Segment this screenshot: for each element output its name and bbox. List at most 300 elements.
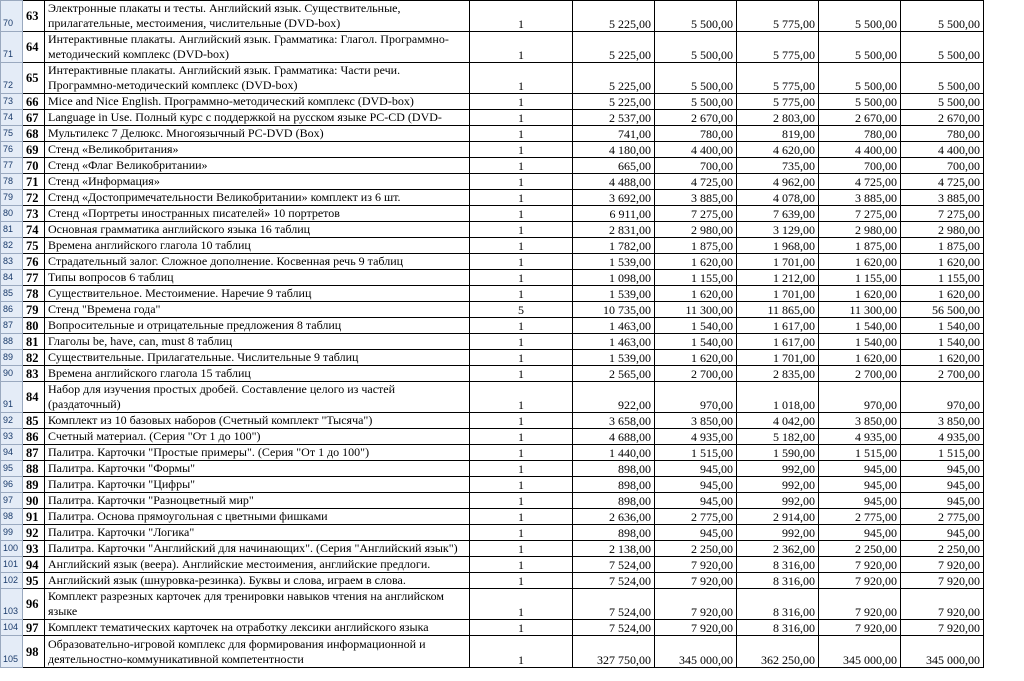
cell-price-4[interactable]: 780,00 xyxy=(819,126,901,142)
cell-item-title[interactable]: Основная грамматика английского языка 16 таблиц xyxy=(45,222,470,238)
cell-total[interactable]: 970,00 xyxy=(901,382,984,413)
cell-quantity[interactable]: 1 xyxy=(470,445,573,461)
cell-price-4[interactable]: 5 500,00 xyxy=(819,32,901,63)
row-header[interactable]: 92 xyxy=(1,413,23,429)
cell-price-2[interactable]: 7 920,00 xyxy=(655,557,737,573)
cell-price-3[interactable]: 5 775,00 xyxy=(737,63,819,94)
cell-price-1[interactable]: 3 658,00 xyxy=(573,413,655,429)
cell-price-3[interactable]: 362 250,00 xyxy=(737,636,819,668)
cell-total[interactable]: 7 920,00 xyxy=(901,589,984,620)
cell-item-number[interactable]: 69 xyxy=(23,142,45,158)
cell-total[interactable]: 345 000,00 xyxy=(901,636,984,668)
cell-price-3[interactable]: 8 316,00 xyxy=(737,589,819,620)
cell-price-2[interactable]: 2 250,00 xyxy=(655,541,737,557)
cell-price-1[interactable]: 1 440,00 xyxy=(573,445,655,461)
cell-item-title[interactable]: Палитра. Карточки "Простые примеры". (Серия "От 1 до 100") xyxy=(45,445,470,461)
cell-price-3[interactable]: 1 590,00 xyxy=(737,445,819,461)
row-header[interactable]: 78 xyxy=(1,174,23,190)
cell-item-title[interactable]: Стенд «Великобритания» xyxy=(45,142,470,158)
cell-price-4[interactable]: 7 920,00 xyxy=(819,573,901,589)
cell-price-2[interactable]: 5 500,00 xyxy=(655,63,737,94)
cell-item-title[interactable]: Комплект из 10 базовых наборов (Счетный комплект "Тысяча") xyxy=(45,413,470,429)
cell-item-title[interactable]: Счетный материал. (Серия "От 1 до 100") xyxy=(45,429,470,445)
cell-quantity[interactable]: 1 xyxy=(470,254,573,270)
cell-price-4[interactable]: 1 540,00 xyxy=(819,334,901,350)
row-header[interactable]: 71 xyxy=(1,32,23,63)
cell-price-4[interactable]: 2 980,00 xyxy=(819,222,901,238)
cell-price-3[interactable]: 1 968,00 xyxy=(737,238,819,254)
row-header[interactable]: 94 xyxy=(1,445,23,461)
cell-quantity[interactable]: 1 xyxy=(470,589,573,620)
cell-price-2[interactable]: 5 500,00 xyxy=(655,1,737,32)
cell-item-number[interactable]: 78 xyxy=(23,286,45,302)
cell-price-1[interactable]: 922,00 xyxy=(573,382,655,413)
cell-total[interactable]: 1 155,00 xyxy=(901,270,984,286)
cell-item-number[interactable]: 98 xyxy=(23,636,45,668)
cell-item-number[interactable]: 64 xyxy=(23,32,45,63)
cell-price-2[interactable]: 7 920,00 xyxy=(655,573,737,589)
cell-price-1[interactable]: 1 782,00 xyxy=(573,238,655,254)
cell-item-number[interactable]: 82 xyxy=(23,350,45,366)
cell-quantity[interactable]: 1 xyxy=(470,429,573,445)
cell-item-number[interactable]: 71 xyxy=(23,174,45,190)
cell-price-3[interactable]: 7 639,00 xyxy=(737,206,819,222)
cell-item-number[interactable]: 73 xyxy=(23,206,45,222)
cell-quantity[interactable]: 1 xyxy=(470,158,573,174)
row-header[interactable]: 79 xyxy=(1,190,23,206)
cell-price-4[interactable]: 945,00 xyxy=(819,525,901,541)
cell-price-4[interactable]: 7 920,00 xyxy=(819,589,901,620)
cell-item-title[interactable]: Английский язык (шнуровка-резинка). Буквы и слова, играем в слова. xyxy=(45,573,470,589)
cell-price-2[interactable]: 345 000,00 xyxy=(655,636,737,668)
cell-price-2[interactable]: 1 540,00 xyxy=(655,334,737,350)
cell-price-1[interactable]: 1 098,00 xyxy=(573,270,655,286)
cell-quantity[interactable]: 1 xyxy=(470,525,573,541)
cell-total[interactable]: 4 935,00 xyxy=(901,429,984,445)
row-header[interactable]: 91 xyxy=(1,382,23,413)
cell-item-title[interactable]: Английский язык (веера). Английские местоимения, английские предлоги. xyxy=(45,557,470,573)
cell-item-title[interactable]: Стенд «Портреты иностранных писателей» 10 портретов xyxy=(45,206,470,222)
cell-price-4[interactable]: 5 500,00 xyxy=(819,94,901,110)
cell-price-1[interactable]: 2 565,00 xyxy=(573,366,655,382)
cell-price-2[interactable]: 1 540,00 xyxy=(655,318,737,334)
cell-price-4[interactable]: 3 850,00 xyxy=(819,413,901,429)
cell-item-number[interactable]: 86 xyxy=(23,429,45,445)
cell-item-title[interactable]: Палитра. Карточки "Логика" xyxy=(45,525,470,541)
cell-item-title[interactable]: Стенд «Флаг Великобритании» xyxy=(45,158,470,174)
cell-price-2[interactable]: 1 875,00 xyxy=(655,238,737,254)
cell-item-number[interactable]: 66 xyxy=(23,94,45,110)
cell-quantity[interactable]: 1 xyxy=(470,63,573,94)
cell-price-3[interactable]: 3 129,00 xyxy=(737,222,819,238)
cell-quantity[interactable]: 1 xyxy=(470,190,573,206)
cell-item-title[interactable]: Палитра. Карточки "Английский для начинающих". (Серия "Английский язык") xyxy=(45,541,470,557)
cell-total[interactable]: 5 500,00 xyxy=(901,1,984,32)
cell-item-title[interactable]: Вопросительные и отрицательные предложения 8 таблиц xyxy=(45,318,470,334)
row-header[interactable]: 93 xyxy=(1,429,23,445)
cell-price-4[interactable]: 4 935,00 xyxy=(819,429,901,445)
cell-price-2[interactable]: 700,00 xyxy=(655,158,737,174)
cell-item-number[interactable]: 97 xyxy=(23,620,45,636)
cell-quantity[interactable]: 1 xyxy=(470,126,573,142)
cell-price-3[interactable]: 5 775,00 xyxy=(737,1,819,32)
cell-item-number[interactable]: 76 xyxy=(23,254,45,270)
row-header[interactable]: 82 xyxy=(1,238,23,254)
cell-price-2[interactable]: 1 620,00 xyxy=(655,254,737,270)
cell-price-3[interactable]: 4 042,00 xyxy=(737,413,819,429)
row-header[interactable]: 86 xyxy=(1,302,23,318)
cell-total[interactable]: 945,00 xyxy=(901,493,984,509)
cell-price-2[interactable]: 5 500,00 xyxy=(655,32,737,63)
cell-item-title[interactable]: Language in Use. Полный курс с поддержкой на русском языке PC-CD (DVD- xyxy=(45,110,470,126)
cell-price-2[interactable]: 2 775,00 xyxy=(655,509,737,525)
cell-total[interactable]: 1 875,00 xyxy=(901,238,984,254)
cell-price-3[interactable]: 5 775,00 xyxy=(737,94,819,110)
cell-item-title[interactable]: Палитра. Основа прямоугольная с цветными фишками xyxy=(45,509,470,525)
cell-price-4[interactable]: 5 500,00 xyxy=(819,63,901,94)
cell-item-number[interactable]: 90 xyxy=(23,493,45,509)
cell-item-number[interactable]: 72 xyxy=(23,190,45,206)
cell-price-1[interactable]: 1 463,00 xyxy=(573,334,655,350)
cell-price-4[interactable]: 1 155,00 xyxy=(819,270,901,286)
cell-price-1[interactable]: 741,00 xyxy=(573,126,655,142)
cell-quantity[interactable]: 1 xyxy=(470,32,573,63)
row-header[interactable]: 77 xyxy=(1,158,23,174)
cell-item-number[interactable]: 63 xyxy=(23,1,45,32)
cell-price-1[interactable]: 7 524,00 xyxy=(573,589,655,620)
cell-item-title[interactable]: Страдательный залог. Сложное дополнение. Косвенная речь 9 таблиц xyxy=(45,254,470,270)
cell-price-4[interactable]: 945,00 xyxy=(819,461,901,477)
cell-total[interactable]: 1 620,00 xyxy=(901,350,984,366)
cell-price-4[interactable]: 970,00 xyxy=(819,382,901,413)
cell-quantity[interactable]: 1 xyxy=(470,238,573,254)
cell-price-2[interactable]: 2 670,00 xyxy=(655,110,737,126)
cell-price-1[interactable]: 898,00 xyxy=(573,493,655,509)
cell-price-4[interactable]: 2 670,00 xyxy=(819,110,901,126)
cell-price-3[interactable]: 2 362,00 xyxy=(737,541,819,557)
cell-total[interactable]: 5 500,00 xyxy=(901,63,984,94)
cell-price-1[interactable]: 1 539,00 xyxy=(573,254,655,270)
cell-price-2[interactable]: 1 515,00 xyxy=(655,445,737,461)
cell-quantity[interactable]: 1 xyxy=(470,1,573,32)
cell-quantity[interactable]: 1 xyxy=(470,222,573,238)
cell-item-number[interactable]: 94 xyxy=(23,557,45,573)
cell-quantity[interactable]: 1 xyxy=(470,270,573,286)
cell-item-number[interactable]: 80 xyxy=(23,318,45,334)
cell-price-2[interactable]: 970,00 xyxy=(655,382,737,413)
cell-price-3[interactable]: 5 775,00 xyxy=(737,32,819,63)
row-header[interactable]: 102 xyxy=(1,573,23,589)
cell-price-4[interactable]: 345 000,00 xyxy=(819,636,901,668)
cell-price-2[interactable]: 2 700,00 xyxy=(655,366,737,382)
cell-item-title[interactable]: Интерактивные плакаты. Английский язык. Грамматика: Глагол. Программно-методический комплекс (DVD-box) xyxy=(45,32,470,63)
cell-price-2[interactable]: 7 920,00 xyxy=(655,589,737,620)
cell-price-2[interactable]: 7 275,00 xyxy=(655,206,737,222)
cell-price-4[interactable]: 1 875,00 xyxy=(819,238,901,254)
cell-total[interactable]: 3 850,00 xyxy=(901,413,984,429)
cell-price-1[interactable]: 3 692,00 xyxy=(573,190,655,206)
cell-price-4[interactable]: 1 540,00 xyxy=(819,318,901,334)
row-header[interactable]: 85 xyxy=(1,286,23,302)
cell-total[interactable]: 1 620,00 xyxy=(901,254,984,270)
cell-item-title[interactable]: Стенд «Достопримечательности Великобритании» комплект из 6 шт. xyxy=(45,190,470,206)
cell-total[interactable]: 7 275,00 xyxy=(901,206,984,222)
cell-item-title[interactable]: Палитра. Карточки "Формы" xyxy=(45,461,470,477)
cell-total[interactable]: 2 670,00 xyxy=(901,110,984,126)
cell-total[interactable]: 1 515,00 xyxy=(901,445,984,461)
cell-price-2[interactable]: 945,00 xyxy=(655,461,737,477)
cell-quantity[interactable]: 1 xyxy=(470,509,573,525)
cell-price-3[interactable]: 8 316,00 xyxy=(737,573,819,589)
row-header[interactable]: 96 xyxy=(1,477,23,493)
row-header[interactable]: 81 xyxy=(1,222,23,238)
row-header[interactable]: 80 xyxy=(1,206,23,222)
cell-price-2[interactable]: 945,00 xyxy=(655,477,737,493)
cell-price-3[interactable]: 4 962,00 xyxy=(737,174,819,190)
cell-price-2[interactable]: 3 850,00 xyxy=(655,413,737,429)
cell-quantity[interactable]: 1 xyxy=(470,557,573,573)
cell-item-title[interactable]: Существительное. Местоимение. Наречие 9 таблиц xyxy=(45,286,470,302)
cell-price-1[interactable]: 1 463,00 xyxy=(573,318,655,334)
cell-quantity[interactable]: 1 xyxy=(470,142,573,158)
row-header[interactable]: 87 xyxy=(1,318,23,334)
cell-price-4[interactable]: 4 400,00 xyxy=(819,142,901,158)
cell-quantity[interactable]: 1 xyxy=(470,318,573,334)
cell-quantity[interactable]: 5 xyxy=(470,302,573,318)
cell-price-3[interactable]: 992,00 xyxy=(737,525,819,541)
cell-item-title[interactable]: Палитра. Карточки "Цифры" xyxy=(45,477,470,493)
cell-total[interactable]: 700,00 xyxy=(901,158,984,174)
cell-price-4[interactable]: 2 700,00 xyxy=(819,366,901,382)
cell-price-3[interactable]: 1 617,00 xyxy=(737,334,819,350)
row-header[interactable]: 103 xyxy=(1,589,23,620)
row-header[interactable]: 101 xyxy=(1,557,23,573)
cell-price-4[interactable]: 1 620,00 xyxy=(819,254,901,270)
cell-item-number[interactable]: 65 xyxy=(23,63,45,94)
cell-price-2[interactable]: 1 620,00 xyxy=(655,286,737,302)
cell-price-2[interactable]: 1 155,00 xyxy=(655,270,737,286)
cell-price-3[interactable]: 8 316,00 xyxy=(737,620,819,636)
row-header[interactable]: 73 xyxy=(1,94,23,110)
cell-item-number[interactable]: 85 xyxy=(23,413,45,429)
cell-total[interactable]: 56 500,00 xyxy=(901,302,984,318)
cell-item-number[interactable]: 74 xyxy=(23,222,45,238)
cell-price-1[interactable]: 4 488,00 xyxy=(573,174,655,190)
row-header[interactable]: 99 xyxy=(1,525,23,541)
cell-item-title[interactable]: Набор для изучения простых дробей. Составление целого из частей (раздаточный) xyxy=(45,382,470,413)
cell-price-1[interactable]: 5 225,00 xyxy=(573,32,655,63)
cell-price-3[interactable]: 1 617,00 xyxy=(737,318,819,334)
cell-price-1[interactable]: 665,00 xyxy=(573,158,655,174)
cell-price-4[interactable]: 2 250,00 xyxy=(819,541,901,557)
cell-quantity[interactable]: 1 xyxy=(470,541,573,557)
cell-item-number[interactable]: 84 xyxy=(23,382,45,413)
cell-quantity[interactable]: 1 xyxy=(470,461,573,477)
cell-price-1[interactable]: 7 524,00 xyxy=(573,620,655,636)
cell-price-2[interactable]: 4 725,00 xyxy=(655,174,737,190)
row-header[interactable]: 72 xyxy=(1,63,23,94)
row-header[interactable]: 70 xyxy=(1,1,23,32)
cell-item-title[interactable]: Электронные плакаты и тесты. Английский язык. Существительные, прилагательные, местоимения, числительные (DVD-box) xyxy=(45,1,470,32)
cell-price-1[interactable]: 327 750,00 xyxy=(573,636,655,668)
cell-price-2[interactable]: 945,00 xyxy=(655,525,737,541)
cell-price-3[interactable]: 4 620,00 xyxy=(737,142,819,158)
cell-price-2[interactable]: 1 620,00 xyxy=(655,350,737,366)
cell-price-1[interactable]: 5 225,00 xyxy=(573,1,655,32)
cell-item-number[interactable]: 91 xyxy=(23,509,45,525)
cell-price-4[interactable]: 2 775,00 xyxy=(819,509,901,525)
row-header[interactable]: 74 xyxy=(1,110,23,126)
cell-item-title[interactable]: Комплект разрезных карточек для тренировки навыков чтения на английском языке xyxy=(45,589,470,620)
cell-item-number[interactable]: 92 xyxy=(23,525,45,541)
cell-item-number[interactable]: 96 xyxy=(23,589,45,620)
cell-price-4[interactable]: 1 620,00 xyxy=(819,350,901,366)
cell-total[interactable]: 5 500,00 xyxy=(901,32,984,63)
cell-total[interactable]: 945,00 xyxy=(901,525,984,541)
cell-item-number[interactable]: 68 xyxy=(23,126,45,142)
cell-item-number[interactable]: 93 xyxy=(23,541,45,557)
cell-total[interactable]: 1 620,00 xyxy=(901,286,984,302)
cell-price-3[interactable]: 5 182,00 xyxy=(737,429,819,445)
cell-price-2[interactable]: 7 920,00 xyxy=(655,620,737,636)
cell-total[interactable]: 945,00 xyxy=(901,461,984,477)
cell-item-number[interactable]: 81 xyxy=(23,334,45,350)
cell-price-2[interactable]: 11 300,00 xyxy=(655,302,737,318)
cell-total[interactable]: 7 920,00 xyxy=(901,557,984,573)
cell-item-number[interactable]: 89 xyxy=(23,477,45,493)
cell-quantity[interactable]: 1 xyxy=(470,366,573,382)
cell-price-3[interactable]: 8 316,00 xyxy=(737,557,819,573)
cell-total[interactable]: 2 775,00 xyxy=(901,509,984,525)
cell-price-4[interactable]: 1 515,00 xyxy=(819,445,901,461)
cell-price-3[interactable]: 992,00 xyxy=(737,461,819,477)
cell-item-title[interactable]: Mice and Nice English. Программно-методический комплекс (DVD-box) xyxy=(45,94,470,110)
cell-price-4[interactable]: 3 885,00 xyxy=(819,190,901,206)
cell-price-3[interactable]: 1 018,00 xyxy=(737,382,819,413)
cell-quantity[interactable]: 1 xyxy=(470,110,573,126)
cell-total[interactable]: 2 250,00 xyxy=(901,541,984,557)
cell-total[interactable]: 780,00 xyxy=(901,126,984,142)
cell-price-3[interactable]: 2 914,00 xyxy=(737,509,819,525)
row-header[interactable]: 104 xyxy=(1,620,23,636)
cell-price-1[interactable]: 2 537,00 xyxy=(573,110,655,126)
cell-price-2[interactable]: 2 980,00 xyxy=(655,222,737,238)
cell-price-4[interactable]: 7 920,00 xyxy=(819,620,901,636)
cell-price-1[interactable]: 6 911,00 xyxy=(573,206,655,222)
cell-price-1[interactable]: 898,00 xyxy=(573,461,655,477)
cell-quantity[interactable]: 1 xyxy=(470,382,573,413)
cell-price-1[interactable]: 1 539,00 xyxy=(573,286,655,302)
cell-price-1[interactable]: 4 180,00 xyxy=(573,142,655,158)
cell-item-title[interactable]: Образовательно-игровой комплекс для формирования информационной и деятельностно-коммуникативной компетентности xyxy=(45,636,470,668)
cell-item-title[interactable]: Существительные. Прилагательные. Числительные 9 таблиц xyxy=(45,350,470,366)
cell-price-4[interactable]: 7 920,00 xyxy=(819,557,901,573)
cell-price-3[interactable]: 735,00 xyxy=(737,158,819,174)
cell-total[interactable]: 1 540,00 xyxy=(901,318,984,334)
cell-total[interactable]: 4 725,00 xyxy=(901,174,984,190)
cell-item-title[interactable]: Времена английского глагола 10 таблиц xyxy=(45,238,470,254)
cell-item-number[interactable]: 75 xyxy=(23,238,45,254)
cell-quantity[interactable]: 1 xyxy=(470,174,573,190)
cell-price-1[interactable]: 2 636,00 xyxy=(573,509,655,525)
cell-item-title[interactable]: Типы вопросов 6 таблиц xyxy=(45,270,470,286)
cell-item-number[interactable]: 87 xyxy=(23,445,45,461)
cell-price-1[interactable]: 898,00 xyxy=(573,525,655,541)
row-header[interactable]: 98 xyxy=(1,509,23,525)
row-header[interactable]: 90 xyxy=(1,366,23,382)
cell-price-3[interactable]: 992,00 xyxy=(737,493,819,509)
cell-quantity[interactable]: 1 xyxy=(470,286,573,302)
row-header[interactable]: 105 xyxy=(1,636,23,668)
cell-price-3[interactable]: 992,00 xyxy=(737,477,819,493)
cell-price-3[interactable]: 1 701,00 xyxy=(737,350,819,366)
row-header[interactable]: 89 xyxy=(1,350,23,366)
cell-item-number[interactable]: 70 xyxy=(23,158,45,174)
cell-price-2[interactable]: 4 400,00 xyxy=(655,142,737,158)
cell-total[interactable]: 5 500,00 xyxy=(901,94,984,110)
cell-price-3[interactable]: 1 212,00 xyxy=(737,270,819,286)
row-header[interactable]: 75 xyxy=(1,126,23,142)
row-header[interactable]: 100 xyxy=(1,541,23,557)
cell-price-1[interactable]: 1 539,00 xyxy=(573,350,655,366)
cell-total[interactable]: 945,00 xyxy=(901,477,984,493)
cell-price-1[interactable]: 7 524,00 xyxy=(573,557,655,573)
cell-item-number[interactable]: 88 xyxy=(23,461,45,477)
cell-item-title[interactable]: Стенд «Информация» xyxy=(45,174,470,190)
cell-item-number[interactable]: 77 xyxy=(23,270,45,286)
cell-price-2[interactable]: 4 935,00 xyxy=(655,429,737,445)
cell-price-3[interactable]: 819,00 xyxy=(737,126,819,142)
cell-item-number[interactable]: 95 xyxy=(23,573,45,589)
cell-quantity[interactable]: 1 xyxy=(470,413,573,429)
row-header[interactable]: 95 xyxy=(1,461,23,477)
cell-price-4[interactable]: 4 725,00 xyxy=(819,174,901,190)
cell-quantity[interactable]: 1 xyxy=(470,350,573,366)
cell-total[interactable]: 2 980,00 xyxy=(901,222,984,238)
cell-total[interactable]: 1 540,00 xyxy=(901,334,984,350)
cell-price-1[interactable]: 898,00 xyxy=(573,477,655,493)
cell-price-3[interactable]: 2 835,00 xyxy=(737,366,819,382)
cell-quantity[interactable]: 1 xyxy=(470,334,573,350)
cell-item-number[interactable]: 83 xyxy=(23,366,45,382)
cell-price-1[interactable]: 4 688,00 xyxy=(573,429,655,445)
cell-item-title[interactable]: Палитра. Карточки "Разноцветный мир" xyxy=(45,493,470,509)
row-header[interactable]: 76 xyxy=(1,142,23,158)
cell-item-number[interactable]: 79 xyxy=(23,302,45,318)
cell-total[interactable]: 3 885,00 xyxy=(901,190,984,206)
cell-price-3[interactable]: 11 865,00 xyxy=(737,302,819,318)
row-header[interactable]: 97 xyxy=(1,493,23,509)
cell-total[interactable]: 7 920,00 xyxy=(901,620,984,636)
row-header[interactable]: 83 xyxy=(1,254,23,270)
cell-price-1[interactable]: 2 138,00 xyxy=(573,541,655,557)
cell-quantity[interactable]: 1 xyxy=(470,573,573,589)
cell-price-1[interactable]: 5 225,00 xyxy=(573,63,655,94)
cell-quantity[interactable]: 1 xyxy=(470,94,573,110)
cell-quantity[interactable]: 1 xyxy=(470,620,573,636)
cell-price-1[interactable]: 10 735,00 xyxy=(573,302,655,318)
cell-item-number[interactable]: 67 xyxy=(23,110,45,126)
cell-price-4[interactable]: 1 620,00 xyxy=(819,286,901,302)
cell-price-4[interactable]: 11 300,00 xyxy=(819,302,901,318)
cell-item-title[interactable]: Стенд "Времена года" xyxy=(45,302,470,318)
cell-price-3[interactable]: 2 803,00 xyxy=(737,110,819,126)
cell-quantity[interactable]: 1 xyxy=(470,477,573,493)
cell-price-3[interactable]: 4 078,00 xyxy=(737,190,819,206)
row-header[interactable]: 88 xyxy=(1,334,23,350)
cell-total[interactable]: 7 920,00 xyxy=(901,573,984,589)
cell-price-3[interactable]: 1 701,00 xyxy=(737,286,819,302)
